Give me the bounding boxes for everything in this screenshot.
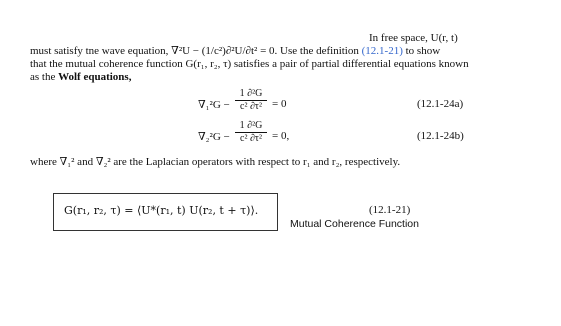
fraction-denominator: c² ∂τ² — [240, 133, 262, 144]
laplacian-explanation: where ∇₁² and ∇₂² are the Laplacian operators with respect to r₁ and r₂, respectively. — [30, 156, 401, 168]
paragraph-line-4 — [30, 71, 131, 84]
equation-reference-link[interactable]: (12.1-21) — [361, 45, 403, 57]
wolf-equation-1-rhs: = 0 — [272, 98, 287, 110]
paragraph-line-4-text: as the — [30, 71, 56, 83]
wolf-equation-2-rhs: = 0, — [272, 130, 290, 142]
fraction-numerator: 1 ∂²G — [239, 120, 263, 131]
mutual-coherence-number: (12.1-21) — [369, 204, 411, 216]
wolf-equation-1-number: (12.1-24a) — [417, 98, 464, 110]
mutual-coherence-box — [53, 193, 278, 231]
wolf-equation-2-number: (12.1-24b) — [417, 130, 464, 142]
wolf-equation-2-fraction — [234, 120, 268, 145]
paragraph-line-3: that the mutual coherence function G(r₁, r₂, τ) satisfies a pair of partial differential equations known — [30, 58, 469, 70]
fraction-denominator: c² ∂τ² — [240, 101, 262, 112]
mutual-coherence-caption: Mutual Coherence Function — [290, 218, 419, 230]
mutual-coherence-equation: G(r₁, r₂, τ) = ⟨U*(r₁, t) U(r₂, t + τ)⟩. — [64, 204, 259, 217]
paragraph-line-2 — [30, 45, 440, 58]
paragraph-line-1: In free space, U(r, t) — [369, 32, 458, 44]
wolf-equations-term: Wolf equations, — [58, 71, 132, 83]
fraction-numerator: 1 ∂²G — [239, 88, 263, 99]
paragraph-line-2-text: must satisfy tne wave equation, ∇²U − (1/c²)∂²U/∂t² = 0. Use the definition — [30, 45, 359, 57]
wolf-equation-1-lhs: ∇₁²G − — [198, 99, 230, 111]
wolf-equation-2-lhs: ∇₂²G − — [198, 131, 230, 143]
wolf-equation-1-fraction — [234, 88, 268, 113]
paragraph-line-2-tail: to show — [405, 45, 441, 57]
